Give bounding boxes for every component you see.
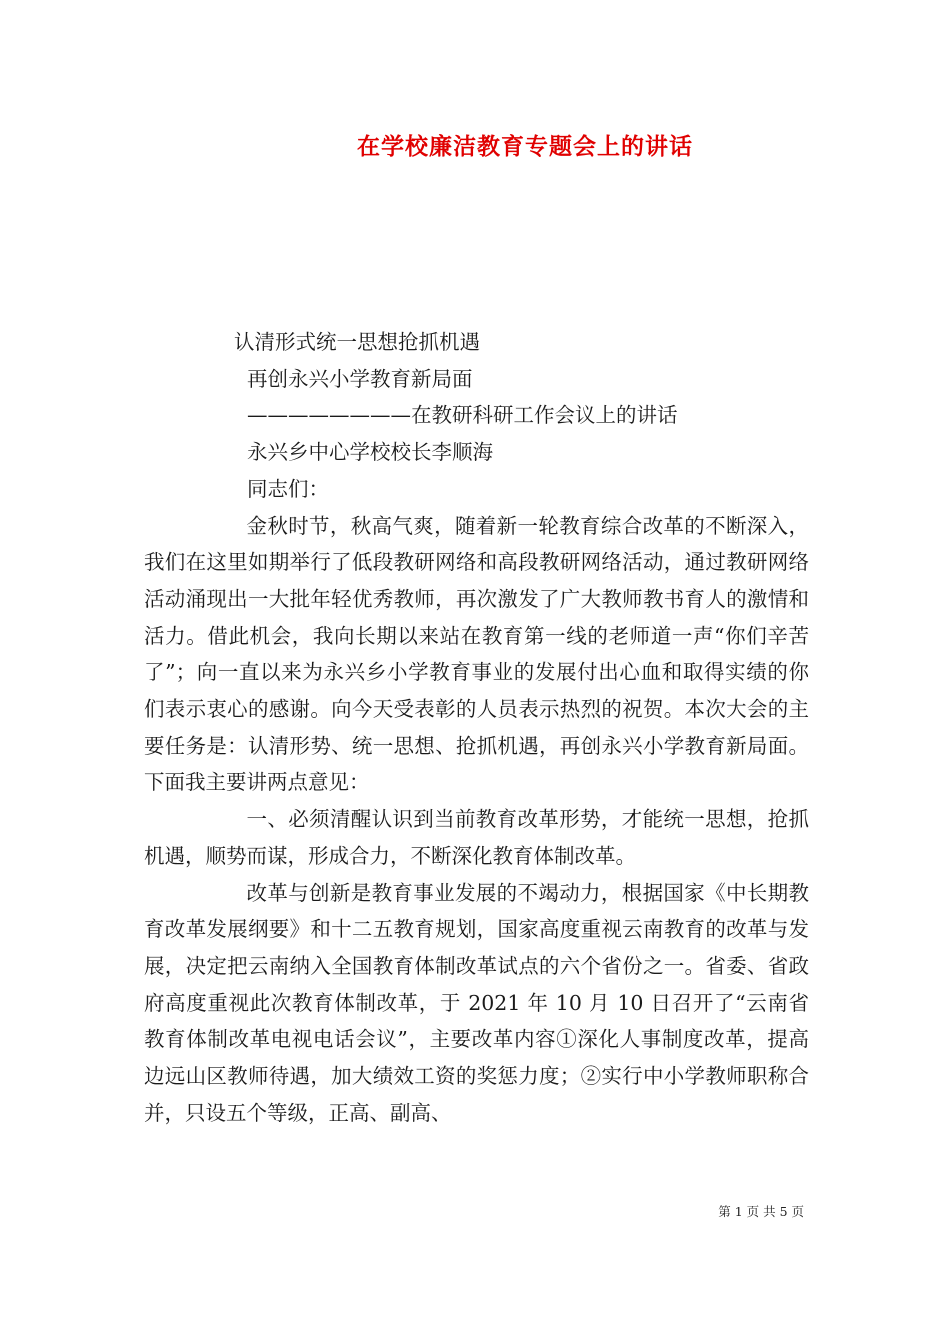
heading-line-occasion: ————————在教研科研工作会议上的讲话 (247, 403, 678, 428)
page-number: 第 1 页 共 5 页 (718, 1204, 804, 1219)
document-title: 在学校廉洁教育专题会上的讲话 (357, 133, 693, 160)
paragraph-reform: 改革与创新是教育事业发展的不竭动力，根据国家《中长期教育改革发展纲要》和十二五教育规划，国家高度重视云南教育的改革与发展，决定把云南纳入全国教育体制改革试点的六个省份之一。省委、省政府高度重视此次教育体制改革，于 2021 年 10 月 10 日召开了“云南省教育体制改革电视电话会议”，主要改革内容①深化人事制度改革，提高边远山区教师待遇，加大绩效工资的奖惩力度；②实行中小学教师职称合并，只设五个等级，正高、副高、 (144, 880, 809, 1125)
paragraph-point-one: 一、必须清醒认识到当前教育改革形势，才能统一思想，抢抓机遇，顺势而谋，形成合力，不断深化教育体制改革。 (144, 807, 809, 868)
heading-line-subtitle: 再创永兴小学教育新局面 (247, 366, 473, 391)
paragraph-opening: 金秋时节，秋高气爽，随着新一轮教育综合改革的不断深入，我们在这里如期举行了低段教研网络和高段教研网络活动，通过教研网络活动涌现出一大批年轻优秀教师，再次激发了广大教师教书育人的激情和活力。借此机会，我向长期以来站在教育第一线的老师道一声“你们辛苦了”；向一直以来为永兴乡小学教育事业的发展付出心血和取得实绩的你们表示衷心的感谢。向今天受表彰的人员表示热烈的祝贺。本次大会的主要任务是：认清形势、统一思想、抢抓机遇，再创永兴小学教育新局面。下面我主要讲两点意见： (144, 513, 809, 795)
heading-line-speaker: 永兴乡中心学校校长李顺海 (247, 440, 493, 465)
document-body (144, 324, 809, 1131)
heading-line-main: 认清形式统一思想抢抓机遇 (234, 330, 480, 354)
salutation: 同志们： (247, 476, 329, 501)
